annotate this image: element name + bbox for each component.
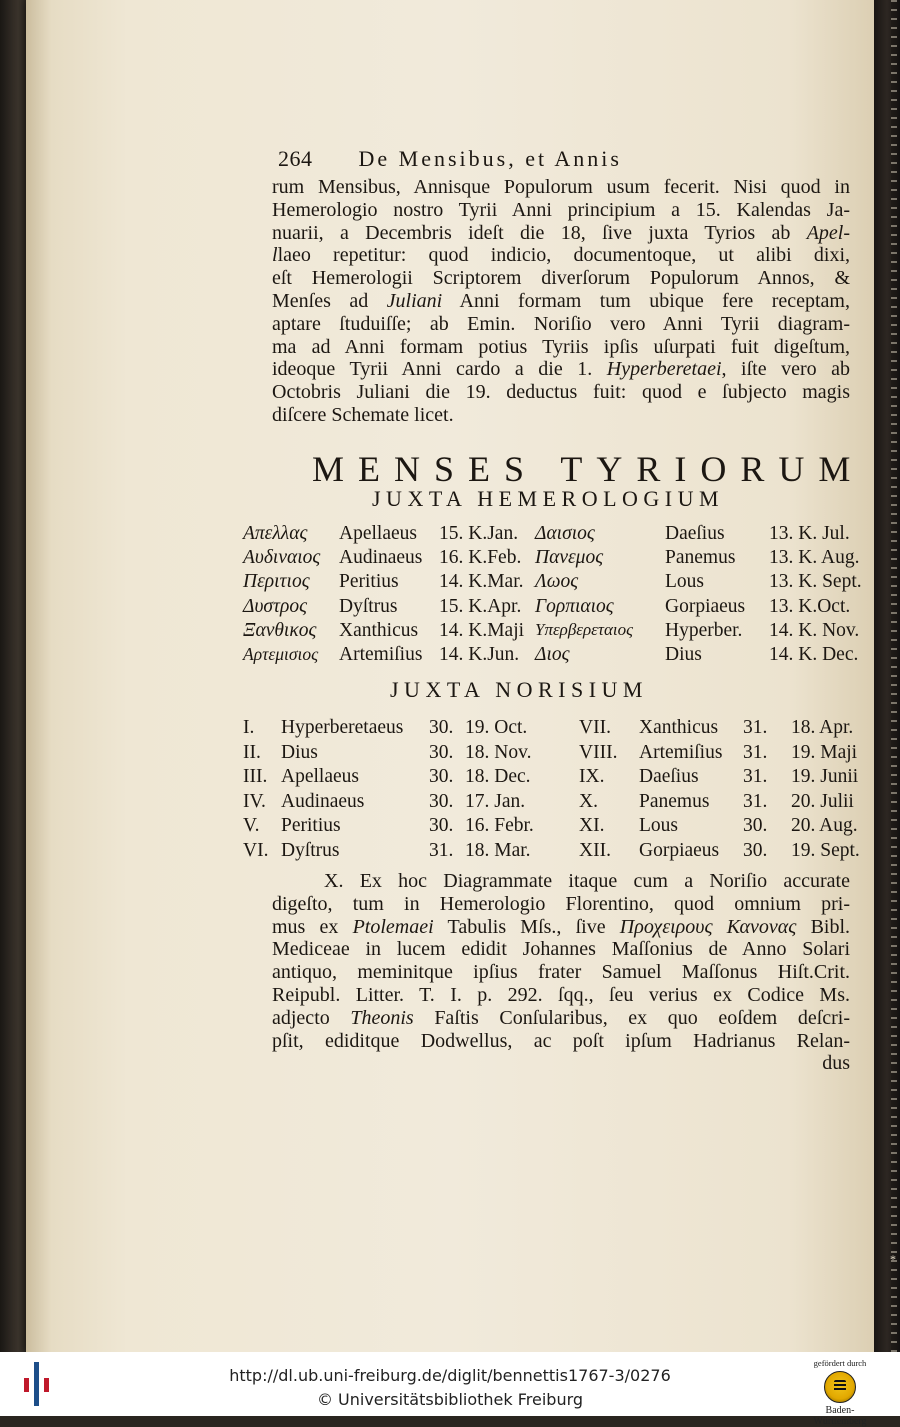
- running-title: De Mensibus, et Annis: [358, 146, 622, 171]
- month-start: 20. Aug.: [791, 815, 858, 836]
- sponsor-label: gefördert durch: [813, 1358, 867, 1368]
- month-name: Peritius: [281, 815, 341, 836]
- month-start: 16. K.Feb.: [439, 547, 522, 569]
- month-name: Lous: [639, 815, 678, 836]
- month-start: 13. K.Oct.: [769, 595, 851, 617]
- intro-paragraph: [272, 176, 850, 427]
- month-days: 30.: [429, 790, 454, 812]
- month-days: 30.: [429, 815, 454, 836]
- latin-month: Xanthicus: [339, 619, 419, 641]
- month-days: 30.: [429, 766, 454, 787]
- month-start: 16. Febr.: [465, 815, 534, 836]
- month-number: X.: [579, 790, 598, 812]
- month-start: 19. Maji: [791, 741, 858, 763]
- section-x-paragraph: [272, 870, 850, 1075]
- month-start: 13. K. Sept.: [769, 571, 862, 593]
- month-days: 31.: [743, 717, 768, 738]
- month-days: 31.: [743, 790, 768, 812]
- table-heading-hemerologium: JUXTA HEMEROLOGIUM: [372, 486, 725, 511]
- month-start: 18. Apr.: [791, 717, 854, 738]
- month-start: 13. K. Aug.: [769, 547, 860, 569]
- month-start: 20. Julii: [791, 790, 854, 812]
- month-days: 31.: [743, 766, 768, 787]
- text-line: diſcere Schemate licet.: [272, 403, 454, 426]
- month-number: VIII.: [579, 741, 618, 763]
- footer-bar: [0, 1352, 900, 1427]
- month-start: 15. K.Apr.: [439, 595, 522, 617]
- month-number: IV.: [243, 790, 266, 812]
- month-days: 30.: [743, 839, 768, 861]
- month-number: XII.: [579, 839, 611, 861]
- greek-month: Απελλας: [243, 523, 308, 544]
- month-number: IX.: [579, 766, 605, 787]
- text-line: antiquo, meminitque ipſius frater Samuel Maſſonus Hiſt.Crit.: [272, 961, 850, 984]
- month-name: Xanthicus: [639, 717, 719, 738]
- greek-month: Δαισιος: [535, 523, 595, 544]
- text-line: pſit, ediditque Dodwellus, ac poſt ipſum Hadrianus Relan-: [272, 1029, 850, 1052]
- coat-of-arms-icon: [824, 1371, 856, 1403]
- greek-month: Αρτεμισιος: [243, 643, 319, 664]
- table-heading-norisium: JUXTA NORISIUM: [390, 677, 648, 702]
- book-page: [26, 0, 874, 1352]
- text-line: Octobris Juliani die 19. deductus fuit: quod e ſubjecto magis: [272, 381, 850, 404]
- latin-month: Artemiſius: [339, 643, 423, 665]
- month-number: VII.: [579, 717, 611, 738]
- month-start: 14. K. Dec.: [769, 643, 859, 665]
- text-line: digeſto, tum in Hemerologio Florentino, quod omnium pri-: [272, 892, 850, 915]
- greek-month: Ξανθικος: [243, 619, 317, 641]
- month-days: 31.: [743, 741, 768, 763]
- greek-month: Υπερβερεταιος: [535, 619, 633, 639]
- latin-month: Dyſtrus: [339, 595, 398, 617]
- text-line: Menſes ad Juliani Anni formam tum ubique fere receptam,: [272, 289, 850, 312]
- month-name: Daeſius: [639, 766, 699, 787]
- permalink-url[interactable]: http://dl.ub.uni-freiburg.de/diglit/bennettis1767-3/0276: [229, 1366, 671, 1385]
- month-number: III.: [243, 766, 268, 787]
- month-name: Panemus: [639, 790, 710, 812]
- book-spine: [874, 0, 900, 1352]
- month-start: 19. Junii: [791, 766, 859, 787]
- month-name: Dius: [281, 741, 318, 763]
- greek-month: Δυστρος: [243, 595, 308, 617]
- text-line: mus ex Ptolemaei Tabulis Mſs., ſive Προχειρους Κανονας Bibl.: [272, 915, 851, 938]
- month-number: XI.: [579, 815, 605, 836]
- sponsor-state: Baden-Württemberg: [813, 1405, 867, 1427]
- text-line: X. Ex hoc Diagrammate itaque cum a Noriſio accurate: [324, 870, 850, 892]
- copyright-notice: © Universitätsbibliothek Freiburg: [316, 1390, 584, 1409]
- month-start: 18. Dec.: [465, 766, 531, 787]
- month-name: Artemiſius: [639, 741, 723, 763]
- month-days: 30.: [429, 717, 454, 738]
- text-line: adjecto Theonis Faſtis Conſularibus, ex quo eoſdem deſcri-: [272, 1006, 851, 1029]
- month-start: 13. K. Jul.: [769, 523, 850, 544]
- text-line: nuarii, a Decembris ideſt die 18, ſive juxta Tyrios ab Apel-: [272, 221, 850, 244]
- month-name: Audinaeus: [281, 790, 365, 812]
- text-line: Hemerologio nostro Tyrii Anni principium a 15. Kalendas Ja-: [272, 198, 850, 221]
- text-line: llaeo repetitur: quod indicio, documentoque, ut alibi dixi,: [272, 244, 850, 267]
- month-start: 14. K.Mar.: [439, 571, 524, 593]
- month-number: V.: [243, 815, 260, 836]
- page-number: 264: [278, 146, 313, 171]
- text-line: Mediceae in lucem edidit Johannes Maſſonius de Anno Solari: [272, 938, 850, 961]
- month-start: 18. Nov.: [465, 741, 532, 763]
- edge-ruler: [891, 0, 897, 1352]
- month-name: Gorpiaeus: [639, 839, 720, 861]
- month-name: Apellaeus: [281, 766, 359, 787]
- month-days: 30.: [429, 741, 454, 763]
- greek-month: Πανεμος: [535, 547, 604, 569]
- latin-month: Panemus: [665, 547, 736, 569]
- star-mark-icon: *: [890, 1252, 896, 1266]
- greek-month: Λωος: [535, 571, 579, 593]
- latin-month: Lous: [665, 571, 704, 593]
- month-start: 18. Mar.: [465, 839, 531, 861]
- month-start: 14. K. Nov.: [769, 619, 860, 641]
- month-name: Hyperberetaeus: [281, 717, 404, 738]
- greek-month: Διος: [535, 643, 570, 665]
- month-days: 30.: [743, 815, 768, 836]
- latin-month: Daeſius: [665, 523, 725, 544]
- running-head: [278, 146, 622, 172]
- latin-month: Gorpiaeus: [665, 595, 746, 617]
- text-line: aptare ſtuduiſſe; ab Emin. Noriſio vero Anni Tyrii diagram-: [272, 312, 850, 335]
- month-number: II.: [243, 741, 261, 763]
- month-days: 31.: [429, 839, 454, 861]
- month-number: VI.: [243, 839, 269, 861]
- section-heading: MENSES TYRIORUM: [312, 449, 865, 489]
- greek-month: Περιτιος: [243, 571, 310, 593]
- month-start: 14. K.Maji: [439, 619, 525, 641]
- text-line: Reipubl. Litter. T. I. p. 292. ſqq., ſeu verius ex Codice Ms.: [272, 983, 850, 1006]
- month-start: 19. Oct.: [465, 717, 528, 738]
- catchword: dus: [822, 1052, 850, 1075]
- latin-month: Hyperber.: [665, 619, 743, 641]
- text-line: rum Mensibus, Annisque Populorum usum fecerit. Nisi quod in: [272, 176, 850, 198]
- greek-month: Αυδιναιος: [243, 547, 321, 569]
- latin-month: Apellaeus: [339, 523, 417, 544]
- greek-month: Γορπιαιος: [535, 595, 614, 617]
- month-start: 17. Jan.: [465, 790, 526, 812]
- text-line: ma ad Anni formam potius Tyriis ipſis uſurpati fuit digeſtum,: [272, 335, 850, 358]
- month-start: 15. K.Jan.: [439, 523, 519, 544]
- latin-month: Dius: [665, 643, 702, 665]
- month-name: Dyſtrus: [281, 839, 340, 861]
- latin-month: Peritius: [339, 571, 399, 593]
- month-start: 14. K.Jun.: [439, 643, 520, 665]
- text-line: eſt Hemerologii Scriptorem diverſorum Populorum Annos, &: [272, 267, 850, 290]
- text-line: ideoque Tyrii Anni cardo a die 1. Hyperberetaei, iſte vero ab: [272, 358, 851, 381]
- latin-month: Audinaeus: [339, 547, 423, 569]
- sponsor-badge[interactable]: [800, 1358, 880, 1427]
- month-number: I.: [243, 717, 255, 738]
- month-start: 19. Sept.: [791, 839, 860, 861]
